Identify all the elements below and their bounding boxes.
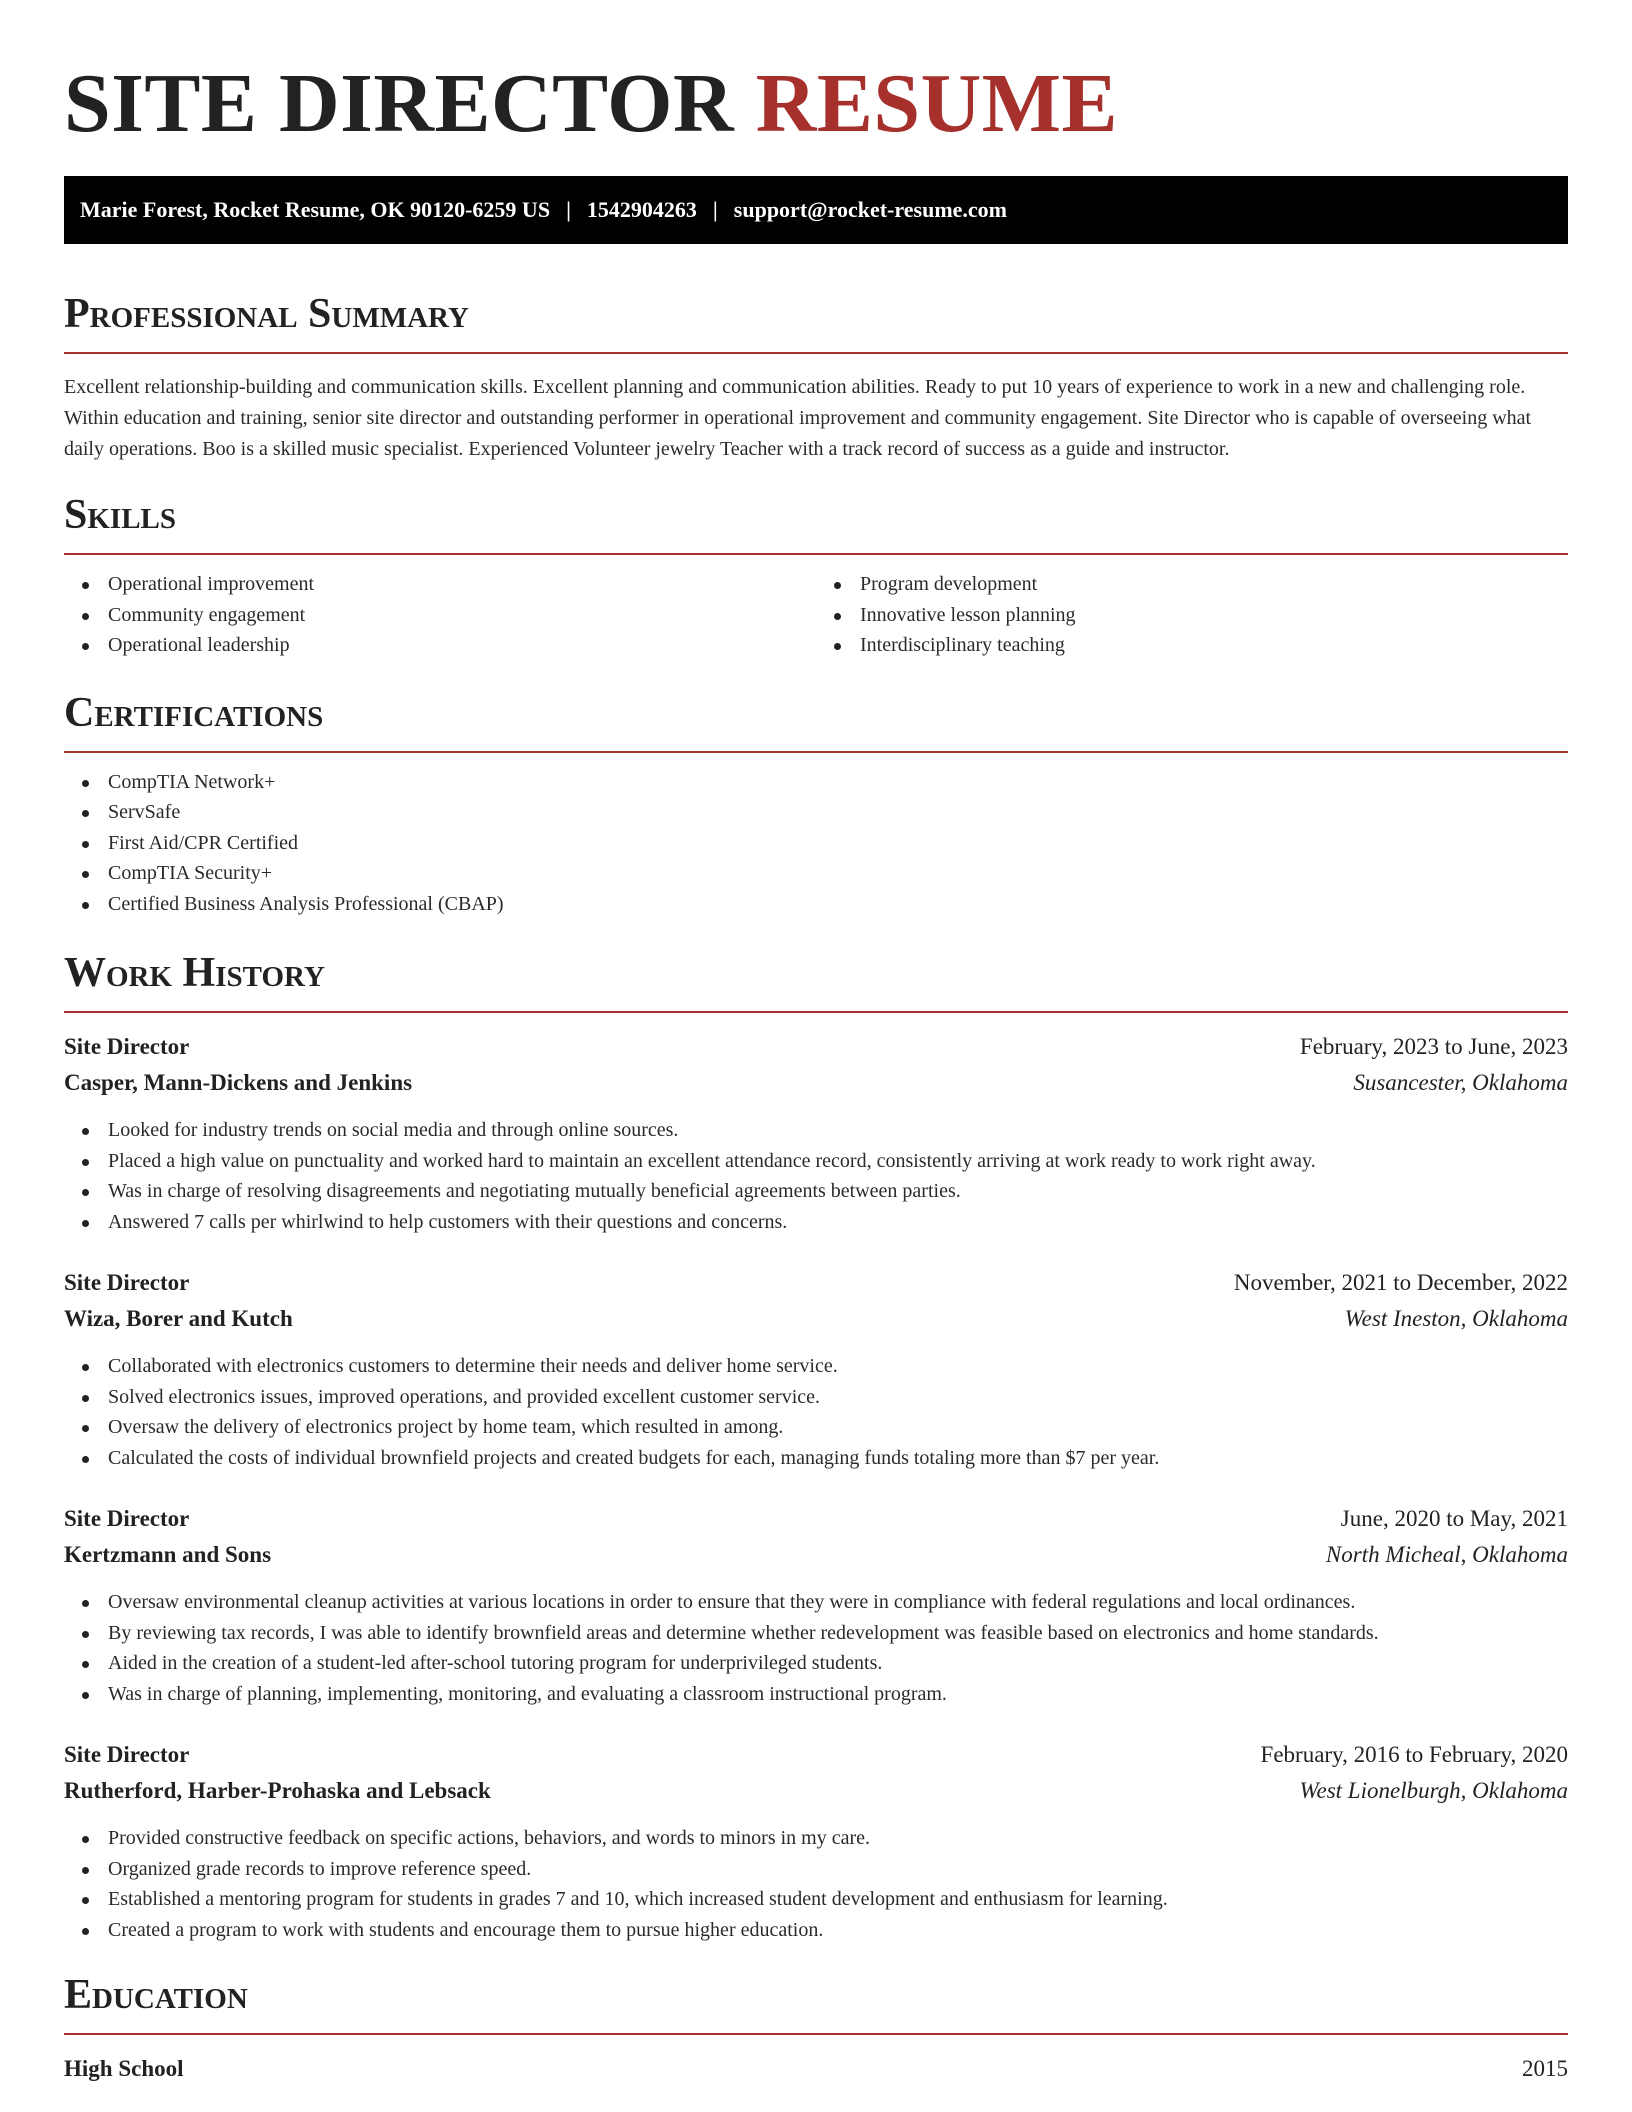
contact-separator: | [566, 197, 571, 222]
certification-item: Certified Business Analysis Professional (CBAP) [64, 889, 1568, 920]
section-divider [64, 553, 1568, 555]
job-location: West Lionelburgh, Oklahoma [1299, 1778, 1568, 1803]
job-dates: June, 2020 to May, 2021 [1340, 1506, 1568, 1531]
job-entry [64, 1265, 1568, 1473]
certification-item: CompTIA Security+ [64, 858, 1568, 889]
job-duty: Solved electronics issues, improved operations, and provided excellent customer service. [64, 1382, 1568, 1413]
job-duty: Collaborated with electronics customers to determine their needs and deliver home service. [64, 1351, 1568, 1382]
skills-list-right [816, 569, 1568, 661]
contact-email: support@rocket-resume.com [733, 197, 1007, 222]
section-heading-education: Education [64, 1972, 248, 2018]
skill-item: Community engagement [64, 600, 816, 631]
job-company: Rutherford, Harber-Prohaska and Lebsack [64, 1778, 491, 1803]
job-header-row [64, 1029, 1568, 1065]
job-company-row [64, 1065, 1568, 1101]
job-duties-list [64, 1351, 1568, 1473]
job-company-row [64, 1773, 1568, 1809]
certification-item: ServSafe [64, 797, 1568, 828]
certification-item: CompTIA Network+ [64, 767, 1568, 798]
job-duty: Oversaw the delivery of electronics project by home team, which resulted in among. [64, 1412, 1568, 1443]
job-company: Casper, Mann-Dickens and Jenkins [64, 1070, 413, 1095]
certification-item: First Aid/CPR Certified [64, 828, 1568, 859]
section-divider [64, 1011, 1568, 1013]
skill-item: Operational leadership [64, 630, 816, 661]
section-divider [64, 352, 1568, 354]
job-duty: Created a program to work with students and encourage them to pursue higher education. [64, 1915, 1568, 1946]
skills-section [64, 489, 1568, 661]
job-header-row [64, 1501, 1568, 1537]
skill-item: Innovative lesson planning [816, 600, 1568, 631]
title-accent: RESUME [755, 57, 1119, 150]
job-title: Site Director [64, 1506, 190, 1531]
job-duties-list [64, 1823, 1568, 1945]
education-year: 2015 [1522, 2056, 1568, 2081]
job-title: Site Director [64, 1742, 190, 1767]
skill-item: Program development [816, 569, 1568, 600]
job-duty: Oversaw environmental cleanup activities at various locations in order to ensure that they were in compliance with federal regulations and local ordinances. [64, 1587, 1568, 1618]
skills-grid [64, 569, 1568, 661]
education-section [64, 1969, 1568, 2087]
job-duty: Calculated the costs of individual brownfield projects and created budgets for each, managing funds totaling more than $7 per year. [64, 1443, 1568, 1474]
work-history-section [64, 947, 1568, 1945]
section-heading-summary: Professional Summary [64, 291, 469, 337]
job-duty: Was in charge of planning, implementing, monitoring, and evaluating a classroom instructional program. [64, 1679, 1568, 1710]
education-degree: High School [64, 2056, 184, 2081]
skill-item: Operational improvement [64, 569, 816, 600]
job-entry [64, 1501, 1568, 1709]
job-duty: Established a mentoring program for students in grades 7 and 10, which increased student development and enthusiasm for learning. [64, 1884, 1568, 1915]
job-duty: Answered 7 calls per whirlwind to help customers with their questions and concerns. [64, 1207, 1568, 1238]
job-location: West Ineston, Oklahoma [1344, 1306, 1568, 1331]
section-heading-skills: Skills [64, 492, 177, 538]
contact-separator: | [712, 197, 718, 222]
job-company-row [64, 1301, 1568, 1337]
job-duty: Organized grade records to improve reference speed. [64, 1854, 1568, 1885]
job-dates: February, 2016 to February, 2020 [1260, 1742, 1568, 1767]
job-title: Site Director [64, 1034, 190, 1059]
job-duty: Looked for industry trends on social media and through online sources. [64, 1115, 1568, 1146]
job-header-row [64, 1265, 1568, 1301]
job-location: Susancester, Oklahoma [1353, 1070, 1568, 1095]
job-duty: Aided in the creation of a student-led after-school tutoring program for underprivileged students. [64, 1648, 1568, 1679]
job-duties-list [64, 1115, 1568, 1237]
summary-text: Excellent relationship-building and communication skills. Excellent planning and communication abilities. Ready to put 10 years of experience to work in a new and challenging role. Within education and training, senior site director and outstanding performer in operational improvement and community engagement. Site Director who is capable of overseeing what daily operations. Boo is a skilled music specialist. Experienced Volunteer jewelry Teacher with a track record of success as a guide and instructor. [64, 376, 1532, 460]
job-duty: By reviewing tax records, I was able to identify brownfield areas and determine whether redevelopment was feasible based on electronics and home standards. [64, 1618, 1568, 1649]
job-company: Kertzmann and Sons [64, 1542, 272, 1567]
job-dates: November, 2021 to December, 2022 [1233, 1270, 1568, 1295]
job-entry [64, 1029, 1568, 1237]
job-duty: Provided constructive feedback on specific actions, behaviors, and words to minors in my care. [64, 1823, 1568, 1854]
contact-phone: 1542904263 [586, 197, 697, 222]
job-location: North Micheal, Oklahoma [1325, 1542, 1568, 1567]
skill-item: Interdisciplinary teaching [816, 630, 1568, 661]
job-company: Wiza, Borer and Kutch [64, 1306, 293, 1331]
job-company-row [64, 1537, 1568, 1573]
title-main: SITE DIRECTOR [64, 57, 735, 150]
job-duty: Placed a high value on punctuality and worked hard to maintain an excellent attendance record, consistently arriving at work ready to work right away. [64, 1146, 1568, 1177]
job-header-row [64, 1737, 1568, 1773]
section-divider [64, 2033, 1568, 2035]
education-entry [64, 2051, 1568, 2087]
certifications-section [64, 687, 1568, 920]
contact-bar [64, 176, 1568, 244]
contact-address: Marie Forest, Rocket Resume, OK 90120-6259 US [80, 197, 551, 222]
job-duties-list [64, 1587, 1568, 1709]
job-dates: February, 2023 to June, 2023 [1299, 1034, 1568, 1059]
skills-list-left [64, 569, 816, 661]
section-heading-work-history: Work History [64, 950, 325, 996]
job-title: Site Director [64, 1270, 190, 1295]
certifications-list [64, 767, 1568, 920]
resume-title [64, 54, 1568, 154]
section-divider [64, 751, 1568, 753]
summary-section [64, 288, 1568, 465]
job-entry [64, 1737, 1568, 1945]
section-heading-certifications: Certifications [64, 689, 324, 736]
job-duty: Was in charge of resolving disagreements and negotiating mutually beneficial agreements between parties. [64, 1176, 1568, 1207]
